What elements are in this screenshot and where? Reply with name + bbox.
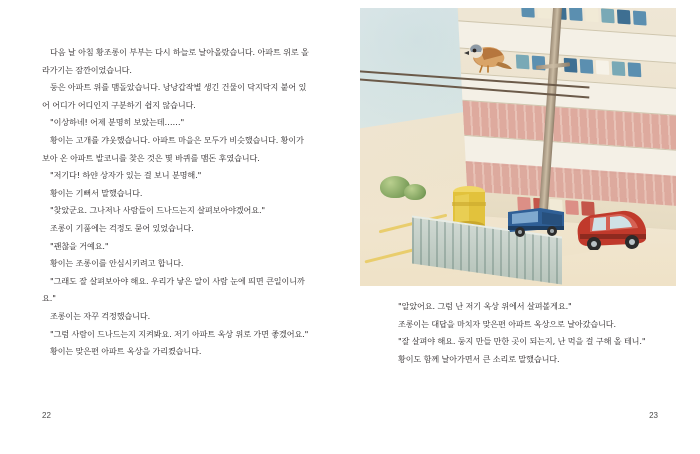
window-tile (516, 54, 530, 69)
paragraph: "이상하네! 어제 분명히 보았는데……" (50, 117, 185, 128)
tile-row (521, 8, 647, 26)
paragraph: 조롱이 기품에는 걱정도 묻어 있었습니다. (50, 222, 194, 233)
window-tile (580, 59, 594, 74)
paragraph: 황이는 기뻐서 말했습니다. (50, 187, 143, 198)
red-car (572, 206, 650, 250)
right-page-body (390, 298, 662, 368)
left-page-body (42, 44, 310, 361)
paragraph: 조롱이는 자꾸 걱정했습니다. (50, 310, 151, 321)
paragraph: 둥은 아파트 위를 맴돌았습니다. 낭낭갑작별 생긴 건물이 닥지닥지 붙어 있어 어디가 어디인지 구분하기 쉽지 않습니다. (42, 82, 307, 110)
window-tile (617, 9, 631, 24)
window-tile (537, 8, 551, 19)
window-tile (596, 60, 610, 75)
paragraph: "알았어요. 그럼 난 저기 옥상 위에서 살펴볼게요." (398, 301, 572, 311)
paragraph: 다음 날 아침 황조롱이 부부는 다시 하늘로 날아올랐습니다. 아파트 위로 올라가기는 잠깐이었습니다. (42, 47, 309, 75)
paragraph: "그럼 사람이 드나드는지 지켜봐요. 저기 아파트 옥상 위로 가면 좋겠어요." (50, 328, 309, 339)
window-tile (612, 61, 626, 76)
apartment-street-illustration (360, 8, 676, 286)
blue-truck (506, 204, 568, 238)
shrub (404, 184, 426, 200)
paragraph: 조롱이는 대답을 마치자 맞은편 아파트 옥상으로 날아갔습니다. (398, 318, 616, 329)
window-tile (628, 62, 642, 77)
paragraph: "저기다! 하얀 상자가 있는 걸 보니 분명해." (50, 170, 202, 181)
paragraph: "괜찮을 거예요." (50, 240, 109, 251)
kestrel-bird-icon (460, 38, 514, 74)
paragraph: "잘 살펴야 해요. 둥지 만들 만한 곳이 되는지, 난 먹을 걸 구해 올 테니." (398, 336, 646, 347)
paragraph: "찾았군요. 그나저나 사람들이 드나드는지 살펴보아야겠어요." (50, 205, 266, 216)
window-tile (585, 8, 599, 22)
window-tile (633, 11, 647, 26)
window-tile (601, 8, 615, 23)
right-page (350, 0, 700, 454)
window-tile (569, 8, 583, 21)
page-number-right: 23 (649, 411, 658, 420)
paragraph: "그래도 잘 살펴보아야 해요. 우리가 낳은 알이 사람 눈에 띄면 큰일이니까요." (42, 275, 305, 304)
paragraph: 황이는 조롱이를 안심시키려고 합니다. (50, 258, 184, 269)
page-number-left: 22 (42, 411, 51, 420)
paragraph: 황이도 함께 날아가면서 큰 소리로 말했습니다. (398, 353, 560, 364)
paragraph: 황이는 고개를 갸웃했습니다. 아파트 마을은 모두가 비슷했습니다. 황이가 보아 온 아파트 발코니를 찾은 것은 몇 바퀴를 맴돈 후였습니다. (42, 134, 307, 163)
paragraph: 황이는 맞은편 아파트 옥상을 가리켰습니다. (50, 346, 202, 357)
window-tile (521, 8, 535, 18)
